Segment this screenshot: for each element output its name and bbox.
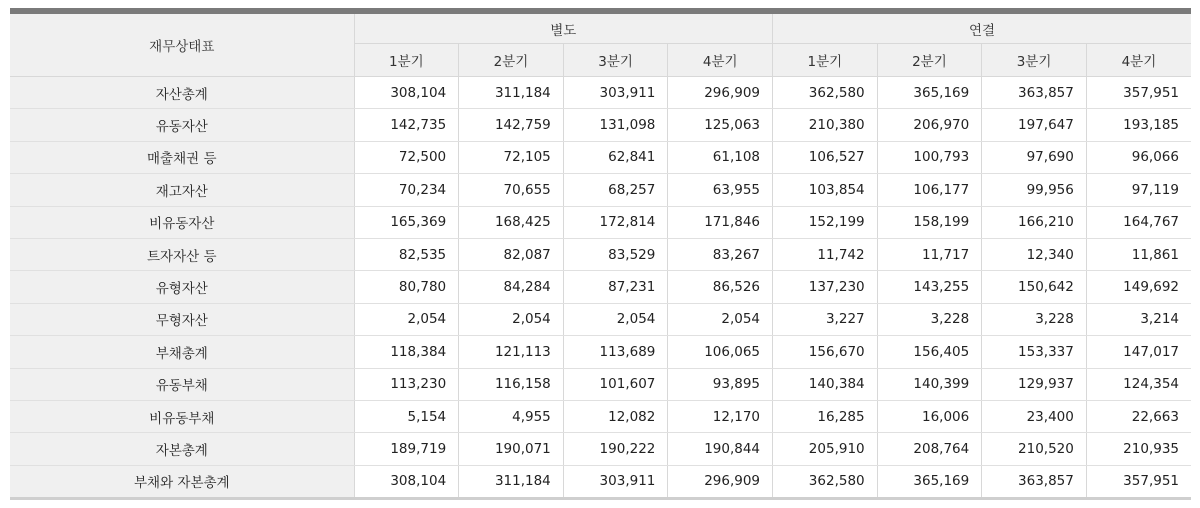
table-cell: 129,937 [982, 368, 1087, 400]
row-label: 매출채권 등 [10, 141, 354, 173]
table-row [10, 174, 1191, 206]
table-cell: 2,054 [459, 303, 564, 335]
table-cell: 142,759 [459, 109, 564, 141]
row-label: 무형자산 [10, 303, 354, 335]
table-cell: 140,384 [773, 368, 878, 400]
table-cell: 365,169 [877, 77, 982, 109]
table-row [10, 141, 1191, 173]
table-cell: 12,340 [982, 238, 1087, 270]
table-cell: 166,210 [982, 206, 1087, 238]
table-cell: 82,087 [459, 238, 564, 270]
table-cell: 62,841 [563, 141, 668, 173]
table-cell: 93,895 [668, 368, 773, 400]
row-label: 부채총계 [10, 336, 354, 368]
row-label: 유형자산 [10, 271, 354, 303]
table-body [10, 77, 1191, 499]
table-cell: 118,384 [354, 336, 459, 368]
table-cell: 149,692 [1086, 271, 1191, 303]
table-cell: 168,425 [459, 206, 564, 238]
row-label: 유동자산 [10, 109, 354, 141]
table-cell: 72,105 [459, 141, 564, 173]
table-cell: 172,814 [563, 206, 668, 238]
row-label: 자본총계 [10, 433, 354, 465]
group-header-separate: 별도 [354, 14, 772, 44]
table-cell: 11,742 [773, 238, 878, 270]
table-cell: 308,104 [354, 77, 459, 109]
table-cell: 72,500 [354, 141, 459, 173]
table-cell: 189,719 [354, 433, 459, 465]
table-cell: 99,956 [982, 174, 1087, 206]
table-cell: 190,844 [668, 433, 773, 465]
row-label: 유동부채 [10, 368, 354, 400]
table-cell: 3,228 [982, 303, 1087, 335]
table-cell: 308,104 [354, 465, 459, 498]
quarter-header: 1분기 [354, 44, 459, 77]
table-cell: 82,535 [354, 238, 459, 270]
table-cell: 142,735 [354, 109, 459, 141]
table-cell: 365,169 [877, 465, 982, 498]
table-row [10, 400, 1191, 432]
table-cell: 205,910 [773, 433, 878, 465]
table-cell: 190,071 [459, 433, 564, 465]
table-cell: 362,580 [773, 77, 878, 109]
table-cell: 96,066 [1086, 141, 1191, 173]
table-cell: 124,354 [1086, 368, 1191, 400]
table-cell: 362,580 [773, 465, 878, 498]
table-cell: 80,780 [354, 271, 459, 303]
table-cell: 5,154 [354, 400, 459, 432]
table-cell: 121,113 [459, 336, 564, 368]
table-cell: 296,909 [668, 77, 773, 109]
table-cell: 137,230 [773, 271, 878, 303]
table-cell: 23,400 [982, 400, 1087, 432]
table-cell: 22,663 [1086, 400, 1191, 432]
balance-sheet-table [10, 14, 1191, 500]
table-cell: 156,405 [877, 336, 982, 368]
table-cell: 363,857 [982, 465, 1087, 498]
table-cell: 68,257 [563, 174, 668, 206]
table-cell: 2,054 [668, 303, 773, 335]
table-cell: 12,170 [668, 400, 773, 432]
table-cell: 3,228 [877, 303, 982, 335]
table-cell: 311,184 [459, 465, 564, 498]
table-cell: 63,955 [668, 174, 773, 206]
table-row [10, 206, 1191, 238]
table-cell: 156,670 [773, 336, 878, 368]
quarter-header: 2분기 [877, 44, 982, 77]
table-cell: 4,955 [459, 400, 564, 432]
table-cell: 70,234 [354, 174, 459, 206]
quarter-header: 4분기 [1086, 44, 1191, 77]
table-cell: 103,854 [773, 174, 878, 206]
table-cell: 106,177 [877, 174, 982, 206]
table-cell: 16,285 [773, 400, 878, 432]
table-cell: 16,006 [877, 400, 982, 432]
table-cell: 206,970 [877, 109, 982, 141]
table-row [10, 368, 1191, 400]
table-cell: 210,935 [1086, 433, 1191, 465]
corner-header: 재무상태표 [10, 14, 354, 77]
table-cell: 61,108 [668, 141, 773, 173]
table-cell: 87,231 [563, 271, 668, 303]
table-cell: 150,642 [982, 271, 1087, 303]
quarter-header: 1분기 [773, 44, 878, 77]
table-cell: 303,911 [563, 465, 668, 498]
table-cell: 97,119 [1086, 174, 1191, 206]
table-cell: 106,065 [668, 336, 773, 368]
table-row [10, 109, 1191, 141]
table-cell: 357,951 [1086, 77, 1191, 109]
table-cell: 164,767 [1086, 206, 1191, 238]
row-label: 비유동부채 [10, 400, 354, 432]
table-cell: 11,861 [1086, 238, 1191, 270]
table-cell: 303,911 [563, 77, 668, 109]
table-row [10, 303, 1191, 335]
table-row [10, 336, 1191, 368]
table-cell: 210,520 [982, 433, 1087, 465]
financial-table-container [10, 8, 1191, 500]
table-cell: 83,267 [668, 238, 773, 270]
table-cell: 116,158 [459, 368, 564, 400]
table-cell: 208,764 [877, 433, 982, 465]
table-row [10, 465, 1191, 498]
table-cell: 3,227 [773, 303, 878, 335]
quarter-header: 2분기 [459, 44, 564, 77]
table-cell: 86,526 [668, 271, 773, 303]
table-cell: 2,054 [563, 303, 668, 335]
quarter-header: 3분기 [982, 44, 1087, 77]
table-cell: 140,399 [877, 368, 982, 400]
table-cell: 143,255 [877, 271, 982, 303]
quarter-header: 4분기 [668, 44, 773, 77]
table-cell: 113,689 [563, 336, 668, 368]
table-cell: 296,909 [668, 465, 773, 498]
row-label: 재고자산 [10, 174, 354, 206]
table-cell: 190,222 [563, 433, 668, 465]
table-cell: 171,846 [668, 206, 773, 238]
table-cell: 83,529 [563, 238, 668, 270]
table-cell: 152,199 [773, 206, 878, 238]
table-row [10, 271, 1191, 303]
table-cell: 12,082 [563, 400, 668, 432]
row-label: 트자자산 등 [10, 238, 354, 270]
table-cell: 2,054 [354, 303, 459, 335]
table-cell: 125,063 [668, 109, 773, 141]
table-cell: 357,951 [1086, 465, 1191, 498]
group-header-consolidated: 연결 [773, 14, 1191, 44]
table-cell: 193,185 [1086, 109, 1191, 141]
table-cell: 113,230 [354, 368, 459, 400]
row-label: 비유동자산 [10, 206, 354, 238]
table-cell: 97,690 [982, 141, 1087, 173]
table-cell: 100,793 [877, 141, 982, 173]
table-cell: 158,199 [877, 206, 982, 238]
table-row [10, 238, 1191, 270]
table-row [10, 433, 1191, 465]
table-cell: 101,607 [563, 368, 668, 400]
table-cell: 84,284 [459, 271, 564, 303]
table-cell: 165,369 [354, 206, 459, 238]
table-cell: 3,214 [1086, 303, 1191, 335]
table-cell: 11,717 [877, 238, 982, 270]
quarter-header: 3분기 [563, 44, 668, 77]
table-cell: 147,017 [1086, 336, 1191, 368]
table-cell: 363,857 [982, 77, 1087, 109]
table-cell: 197,647 [982, 109, 1087, 141]
table-cell: 311,184 [459, 77, 564, 109]
table-cell: 106,527 [773, 141, 878, 173]
row-label: 부채와 자본총계 [10, 465, 354, 498]
table-cell: 210,380 [773, 109, 878, 141]
table-cell: 70,655 [459, 174, 564, 206]
table-cell: 153,337 [982, 336, 1087, 368]
table-row [10, 77, 1191, 109]
row-label: 자산총계 [10, 77, 354, 109]
table-cell: 131,098 [563, 109, 668, 141]
